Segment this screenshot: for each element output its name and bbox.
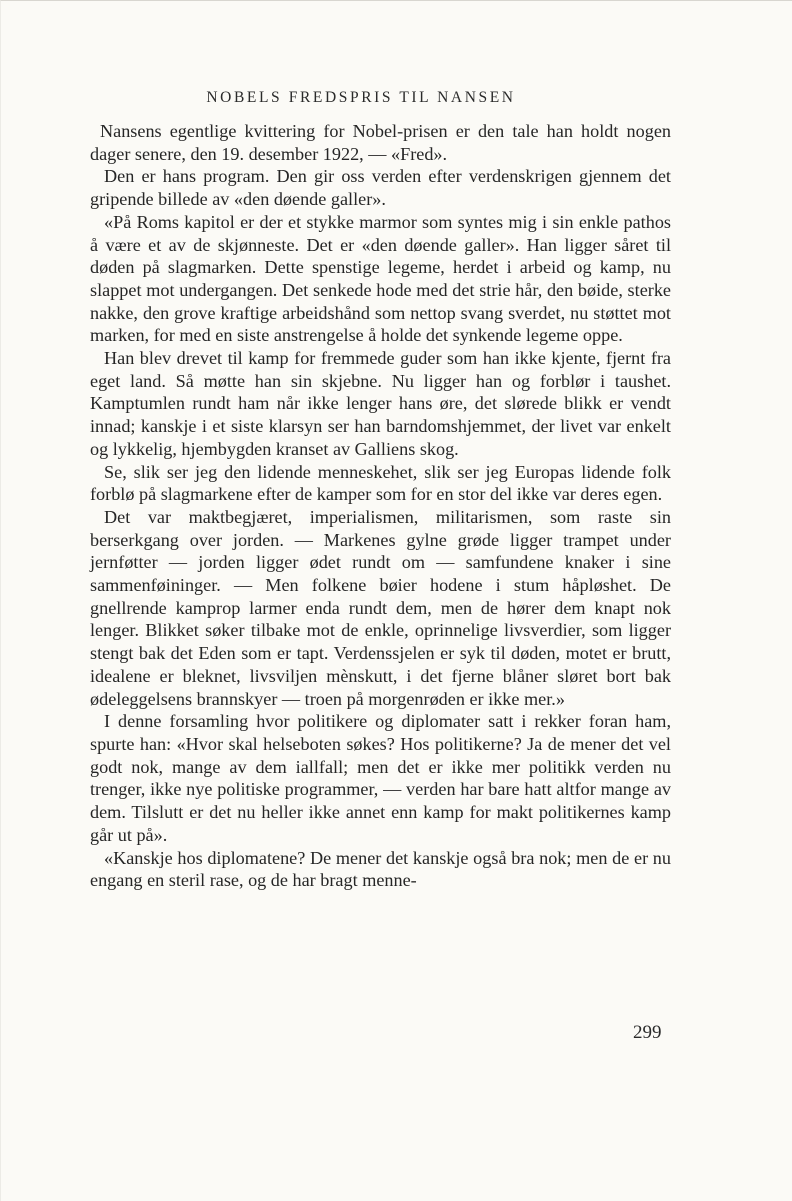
paragraph: Den er hans program. Den gir oss verden efter verdenskrigen gjennem det gripende billede av «den døende galler». [90, 166, 671, 210]
paragraph: «På Roms kapitol er der et stykke marmor som syntes mig i sin enkle pathos å være et av de skjønneste. Det er «den døende galler». Han ligger såret til døden på slagmarken. Dette spenstige legeme, herdet i arbeid og kamp, nu slappet mot undergangen. Det senkede hode med det strie hår, den bøide, sterke nakke, den grove kraftige arbeidshånd som nettop svang sverdet, nu støttet mot marken, for med en siste anstrengelse å holde det synkende legeme oppe. [90, 211, 671, 346]
paragraph: Han blev drevet til kamp for fremmede guder som han ikke kjente, fjernt fra eget land. Så møtte han sin skjebne. Nu ligger han og forblør i taushet. Kamptumlen rundt ham når ikke lenger hans øre, det slørede blikk er vendt innad; kanskje i et siste klarsyn ser han barndomshjemmet, der livet var enkelt og lykkelig, hjembygden kranset av Galliens skog. [90, 348, 671, 459]
page-number: 299 [633, 1022, 662, 1043]
paragraph: «Kanskje hos diplomatene? De mener det kanskje også bra nok; men de er nu engang en steril rase, og de har bragt menne- [90, 847, 671, 891]
running-head: NOBELS FREDSPRIS TIL NANSEN [206, 89, 516, 106]
paragraph: Nansens egentlige kvittering for Nobel-prisen er den tale han holdt nogen dager senere, den 19. desember 1922, — «Fred». [90, 121, 671, 164]
paragraph: Det var maktbegjæret, imperialismen, militarismen, som raste sin berserkgang over jorden. — Markenes gylne grøde ligger trampet under jernføtter — jorden ligger ødet rundt om — samfundene knaker i sine sammenføininger. — Men folkene bøier hodene i stum håpløshet. De gnellrende kamprop larmer enda rundt dem, men de hører dem knapt nok lenger. Blikket søker tilbake mot de enkle, oprinnelige livsverdier, som ligger stengt bak det Eden som er tapt. Verdenssjelen er syk til døden, motet er brutt, idealene er bleknet, livsviljen mènskutt, i det fjerne blåner sløret bort bak ødeleggelsens brannskyer — troen på morgenrøden er ikke mer.» [90, 506, 671, 709]
body-text [90, 120, 671, 892]
paragraph: I denne forsamling hvor politikere og diplomater satt i rekker foran ham, spurte han: «Hvor skal helseboten søkes? Hos politikerne? Ja de mener det vel godt nok, mange av dem iallfall; men det er ikke mer politikk verden nu trenger, ikke nye politiske programmer, — verden har bare hatt altfor mange av dem. Tilslutt er det nu heller ikke annet enn kamp for makt politikernes kamp går ut på». [90, 711, 671, 845]
paragraph: Se, slik ser jeg den lidende menneskehet, slik ser jeg Europas lidende folk forblø på slagmarkene efter de kamper som for en stor del ikke var deres egen. [90, 461, 671, 505]
